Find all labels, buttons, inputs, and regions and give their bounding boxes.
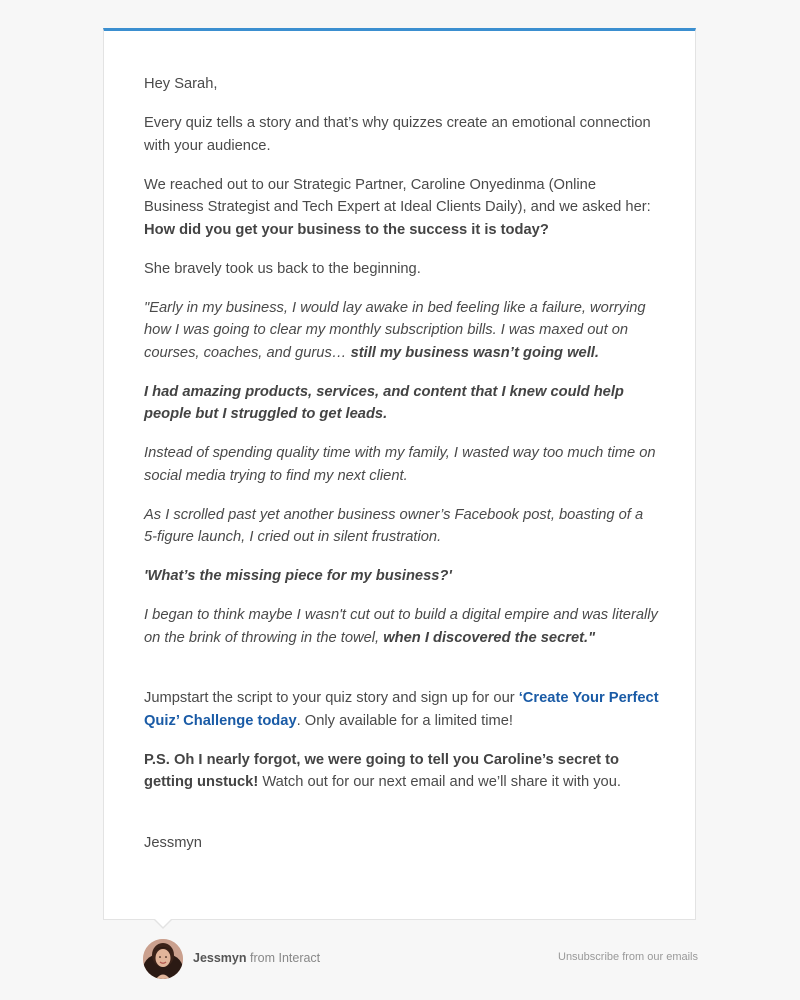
ps-text: Watch out for our next email and we’ll share it with you. [258,774,621,790]
quote-3: Instead of spending quality time with my family, I wasted way too much time on social media trying to find my next client. [144,445,656,484]
unsubscribe-link[interactable]: Unsubscribe from our emails [558,951,698,963]
avatar-image [143,939,183,979]
quote-5-bold: 'What’s the missing piece for my business?' [144,568,452,584]
sender-name: Jessmyn [193,951,247,965]
cta-paragraph [144,687,659,732]
avatar [143,939,183,979]
quote-4: As I scrolled past yet another business owner’s Facebook post, boasting of a 5-figure launch, I cried out in silent frustration. [144,506,644,545]
signature: Jessmyn [144,834,202,851]
quote-6 [144,604,659,649]
quote-1-text: "Early in my business, I would lay awake in bed feeling like a failure, worrying how I was going to clear my monthly subscription bills. I was maxed out on courses, coaches, and gurus… [144,299,646,361]
cta-text: Jumpstart the script to your quiz story and sign up for our [144,690,519,706]
quote-2 [144,381,659,426]
ps-paragraph [144,749,659,794]
sender-line [193,951,320,965]
paragraph-partner [144,174,659,242]
quote-6-text: I began to think maybe I wasn't cut out to build a digital empire and was literally on the brink of throwing in the towel, [144,607,658,646]
paragraph-partner-text: We reached out to our Strategic Partner, Caroline Onyedinma (Online Business Strategist and Tech Expert at Ideal Clients Daily), and we asked her: [144,176,651,215]
paragraph-partner-question: How did you get your business to the success it is today? [144,221,549,238]
email-card [103,28,696,920]
paragraph-beginning: She bravely took us back to the beginning. [144,260,421,277]
quote-1-bold: still my business wasn’t going well. [350,344,599,361]
speech-tail [153,919,173,929]
sender-from: from Interact [250,951,321,965]
paragraph-intro: Every quiz tells a story and that’s why quizzes create an emotional connection with your audience. [144,115,651,154]
email-footer [143,939,698,979]
quote-2-bold: I had amazing products, services, and content that I knew could help people but I struggled to get leads. [144,383,624,422]
quote-6-bold: when I discovered the secret." [383,629,596,646]
quote-5 [144,565,659,588]
challenge-link[interactable]: ‘Create Your Perfect Quiz’ Challenge today [144,690,659,729]
greeting: Hey Sarah, [144,76,218,92]
email-body [144,73,659,871]
cta-after: . Only available for a limited time! [296,712,513,729]
ps-bold: P.S. Oh I nearly forgot, we were going to tell you Caroline’s secret to getting unstuck! [144,751,619,790]
quote-1 [144,297,659,365]
